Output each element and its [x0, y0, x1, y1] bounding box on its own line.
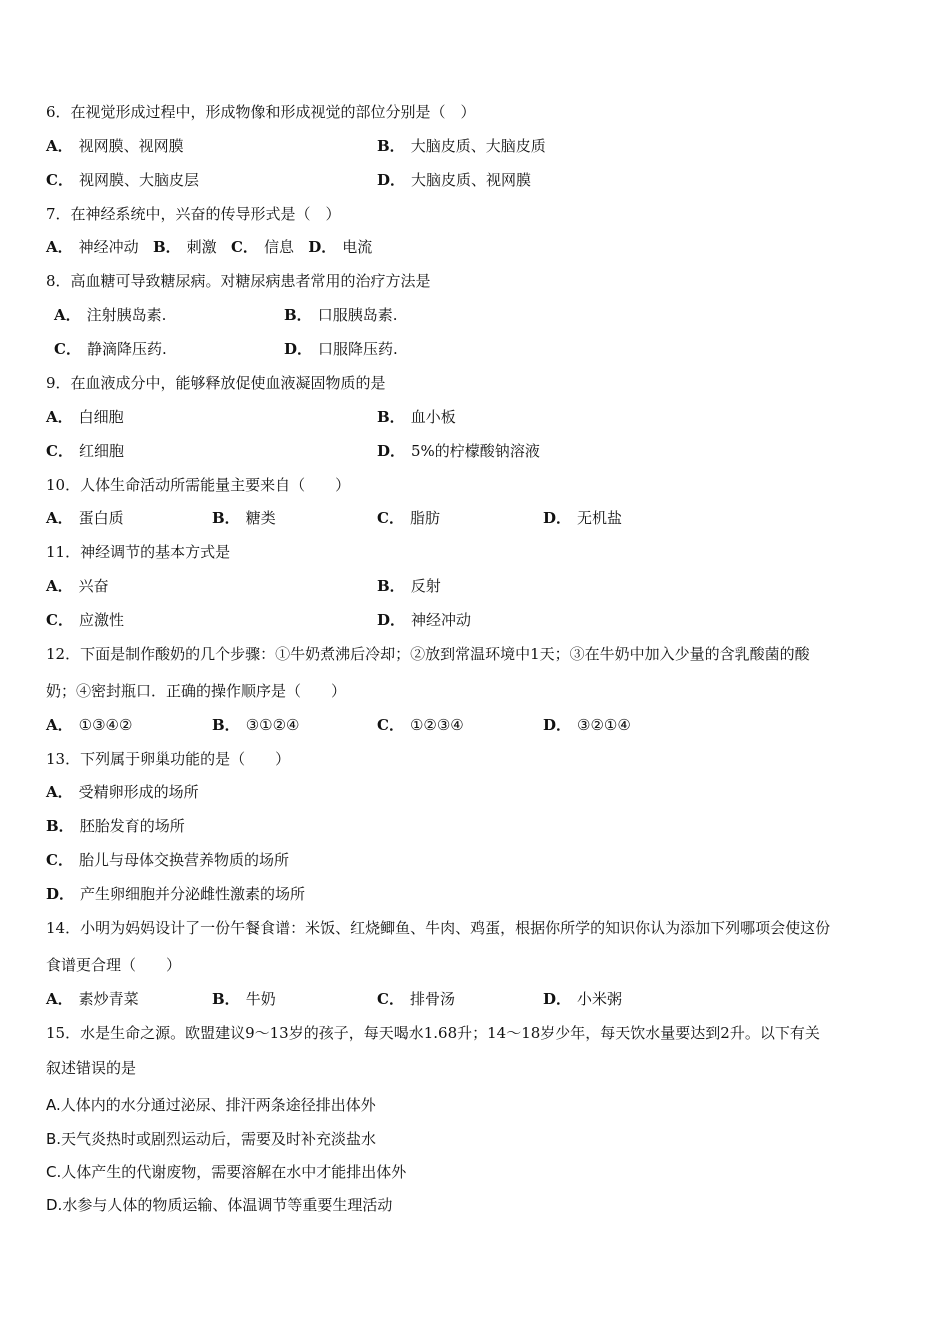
option-label: A． — [46, 577, 73, 595]
q8-option-a[interactable] — [54, 304, 166, 326]
q13-option-a[interactable] — [46, 781, 199, 803]
option-text: 血小板 — [410, 408, 456, 426]
option-text: 视网膜、大脑皮层 — [78, 171, 199, 189]
option-text: 应激性 — [78, 611, 124, 629]
option-text: ③②①④ — [577, 716, 631, 734]
option-label: C． — [46, 611, 73, 629]
option-label: C． — [230, 238, 258, 256]
q12-option-d[interactable] — [543, 714, 631, 736]
option-label: A． — [54, 306, 81, 324]
question-11-stem: 11．神经调节的基本方式是 — [46, 543, 231, 561]
option-text: 信息 — [263, 238, 294, 256]
option-label: D． — [377, 171, 406, 189]
option-label: C． — [377, 990, 404, 1008]
q10-option-c[interactable] — [377, 507, 440, 529]
option-text: 无机盐 — [577, 509, 623, 527]
question-7-stem: 7．在神经系统中，兴奋的传导形式是（ ） — [46, 205, 341, 223]
q12-option-c[interactable] — [377, 714, 464, 736]
option-label: D． — [543, 716, 572, 734]
question-15-stem: 15．水是生命之源。欧盟建议9～13岁的孩子，每天喝水1.68升；14～18岁少年，每天饮水量要达到2升。以下有关 — [46, 1024, 820, 1042]
option-label: C． — [377, 509, 404, 527]
q10-option-a[interactable] — [46, 507, 124, 529]
option-label: B． — [377, 137, 405, 155]
question-12-stem-cont: 奶；④密封瓶口．正确的操作顺序是（ ） — [46, 682, 347, 700]
question-8-stem: 8．高血糖可导致糖尿病。对糖尿病患者常用的治疗方法是 — [46, 272, 431, 290]
q15-option-b[interactable]: B.天气炎热时或剧烈运动后，需要及时补充淡盐水 — [46, 1130, 377, 1148]
q6-option-c[interactable] — [46, 169, 199, 191]
option-label: A． — [46, 238, 73, 256]
q11-option-a[interactable] — [46, 575, 109, 597]
q9-option-a[interactable] — [46, 406, 124, 428]
q9-option-d[interactable] — [377, 440, 540, 462]
option-label: A． — [46, 716, 73, 734]
option-label: D． — [543, 509, 572, 527]
option-text: 大脑皮质、大脑皮质 — [410, 137, 546, 155]
q6-option-a[interactable] — [46, 135, 184, 157]
option-text: 牛奶 — [245, 990, 276, 1008]
q10-option-d[interactable] — [543, 507, 622, 529]
option-text: 视网膜、视网膜 — [78, 137, 184, 155]
option-label: B． — [377, 408, 405, 426]
option-text: 口服降压药. — [318, 340, 398, 358]
q14-option-c[interactable] — [377, 988, 455, 1010]
q11-option-d[interactable] — [377, 609, 471, 631]
q14-option-a[interactable] — [46, 988, 139, 1010]
option-label: D． — [377, 611, 406, 629]
q15-option-c[interactable]: C.人体产生的代谢废物，需要溶解在水中才能排出体外 — [46, 1163, 407, 1181]
option-label: A． — [46, 509, 73, 527]
q15-option-a[interactable]: A.人体内的水分通过泌尿、排汗两条途径排出体外 — [46, 1096, 376, 1114]
option-text: 大脑皮质、视网膜 — [411, 171, 532, 189]
question-15-stem-cont: 叙述错误的是 — [46, 1059, 137, 1077]
option-text: 排骨汤 — [409, 990, 455, 1008]
option-text: 电流 — [342, 238, 373, 256]
q13-option-d[interactable] — [46, 883, 305, 905]
question-9-stem: 9．在血液成分中，能够释放促使血液凝固物质的是 — [46, 374, 386, 392]
q11-option-b[interactable] — [377, 575, 441, 597]
option-text: 胚胎发育的场所 — [79, 817, 185, 835]
option-label: C． — [46, 851, 73, 869]
option-label: C． — [46, 171, 73, 189]
option-label: C． — [46, 442, 73, 460]
q12-option-a[interactable] — [46, 714, 132, 736]
option-label: B． — [152, 238, 181, 256]
option-text: 神经冲动 — [411, 611, 472, 629]
q8-option-b[interactable] — [284, 304, 397, 326]
question-13-stem: 13．下列属于卵巢功能的是（ ） — [46, 750, 291, 768]
q15-option-d[interactable]: D.水参与人体的物质运输、体温调节等重要生理活动 — [46, 1196, 393, 1214]
q8-option-c[interactable] — [54, 338, 167, 360]
option-label: B． — [46, 817, 74, 835]
option-text: 5%的柠檬酸钠溶液 — [411, 442, 540, 460]
option-text: 刺激 — [186, 238, 217, 256]
option-text: 蛋白质 — [78, 509, 124, 527]
option-label: A． — [46, 137, 73, 155]
question-6-stem: 6．在视觉形成过程中，形成物像和形成视觉的部位分别是（ ） — [46, 103, 476, 121]
q12-option-b[interactable] — [212, 714, 299, 736]
option-text: 素炒青菜 — [78, 990, 139, 1008]
option-text: 红细胞 — [78, 442, 124, 460]
question-12-stem: 12．下面是制作酸奶的几个步骤：①牛奶煮沸后冷却；②放到常温环境中1天；③在牛奶中加入少量的含乳酸菌的酸 — [46, 645, 810, 663]
option-label: C． — [377, 716, 404, 734]
option-label: D． — [46, 885, 75, 903]
question-14-stem-cont: 食谱更合理（ ） — [46, 956, 182, 974]
q14-option-d[interactable] — [543, 988, 622, 1010]
q6-option-b[interactable] — [377, 135, 546, 157]
option-text: 脂肪 — [409, 509, 440, 527]
option-text: 受精卵形成的场所 — [78, 783, 199, 801]
option-label: D． — [284, 340, 313, 358]
option-label: B． — [284, 306, 312, 324]
option-label: A． — [46, 990, 73, 1008]
q7-option-a[interactable] — [46, 238, 139, 256]
option-text: ③①②④ — [245, 716, 300, 734]
question-14-stem: 14．小明为妈妈设计了一份午餐食谱：米饭、红烧鲫鱼、牛肉、鸡蛋，根据你所学的知识你认为添加下列哪项会使这份 — [46, 919, 831, 937]
q10-option-b[interactable] — [212, 507, 276, 529]
q11-option-c[interactable] — [46, 609, 124, 631]
option-text: 白细胞 — [78, 408, 124, 426]
q13-option-c[interactable] — [46, 849, 289, 871]
option-label: B． — [377, 577, 405, 595]
option-text: 小米粥 — [577, 990, 623, 1008]
option-text: 产生卵细胞并分泌雌性激素的场所 — [80, 885, 306, 903]
option-label: A． — [46, 783, 73, 801]
q8-option-d[interactable] — [284, 338, 398, 360]
q13-option-b[interactable] — [46, 815, 185, 837]
q9-option-c[interactable] — [46, 440, 124, 462]
q7-options — [46, 236, 372, 258]
q7-option-d[interactable] — [308, 238, 372, 256]
q14-option-b[interactable] — [212, 988, 276, 1010]
q7-option-b[interactable] — [153, 238, 217, 256]
option-text: 反射 — [410, 577, 441, 595]
option-label: D． — [543, 990, 572, 1008]
option-text: 注射胰岛素. — [86, 306, 167, 324]
option-text: ①②③④ — [409, 716, 464, 734]
option-label: D． — [308, 238, 337, 256]
option-label: B． — [212, 716, 240, 734]
option-text: 静滴降压药. — [86, 340, 167, 358]
q7-option-c[interactable] — [231, 238, 294, 256]
question-10-stem: 10．人体生命活动所需能量主要来自（ ） — [46, 476, 351, 494]
q6-option-d[interactable] — [377, 169, 531, 191]
option-text: 糖类 — [245, 509, 276, 527]
option-text: 胎儿与母体交换营养物质的场所 — [78, 851, 289, 869]
option-text: 神经冲动 — [78, 238, 139, 256]
option-text: ①③④② — [78, 716, 133, 734]
q9-option-b[interactable] — [377, 406, 456, 428]
option-label: D． — [377, 442, 406, 460]
option-text: 口服胰岛素. — [317, 306, 398, 324]
option-label: B． — [212, 990, 240, 1008]
option-label: C． — [54, 340, 81, 358]
option-label: B． — [212, 509, 240, 527]
option-label: A． — [46, 408, 73, 426]
option-text: 兴奋 — [78, 577, 109, 595]
